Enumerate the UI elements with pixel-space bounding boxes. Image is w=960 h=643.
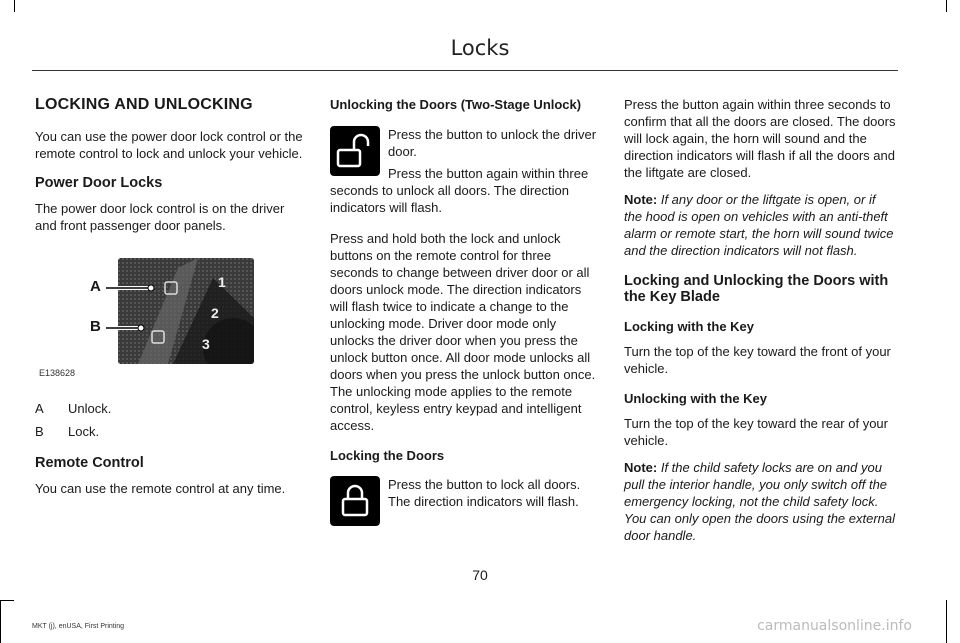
padlock-closed-icon [330,476,380,526]
locking-with-key-heading: Locking with the Key [624,319,755,334]
section-heading: LOCKING AND UNLOCKING [35,96,253,113]
crop-mark [0,600,14,601]
note-text: If any door or the liftgate is open, or if the hood is open on vehicles with an anti-theft alarm or remote start, the horn will sound twice and the direction indicators will not flash. [624,192,894,258]
note-text: If the child safety locks are on and you pull the interior handle, you only switch off the emergency locking, not the child safety lock. You can only open the doors using the external door handle. [624,460,896,543]
locking-doors-heading: Locking the Doors [330,448,445,463]
remote-control-heading: Remote Control [35,455,144,471]
crop-mark [946,0,947,12]
power-door-locks-heading: Power Door Locks [35,175,163,191]
confirm-closed-text: Press the button again within three seconds to confirm that all the doors are closed. The doors will lock again, the horn will sound and the direction indicators will flash if all the doors and the liftgate are closed. [624,97,896,180]
lock-block [330,476,600,530]
legend-row [35,400,305,417]
lock-all-doors-text: Press the button to lock all doors. The direction indicators will flash. [388,477,581,509]
legend-row [35,423,305,440]
note-label: Note: [624,192,658,207]
note-child-safety [624,459,896,544]
header-divider [32,70,898,71]
crop-mark [946,600,947,643]
padlock-open-icon [330,126,380,176]
column-1 [35,96,305,497]
unlock-all-doors-text: Press the button again within three seconds to unlock all doors. The direction indicators will flash. [330,166,589,215]
callout-label-b: B [90,318,101,335]
unlocking-with-key-heading: Unlocking with the Key [624,391,768,406]
note-alarm [624,191,896,259]
door-lock-figure [35,258,305,378]
legend-key: B [35,424,44,439]
page-header-title: Locks [450,36,510,60]
legend-value: Unlock. [68,401,112,416]
unlock-mode-text: Press and hold both the lock and unlock buttons on the remote control for three seconds to change between driver door or all doors unlock mode. The direction indicators will flash twice to indicate a change to the unlocking mode. Driver door mode only unlocks the driver door when you press the unlock button once. All door mode unlocks all doors when you press the unlock button once. The unlocking mode applies to the remote control, keyless entry keypad and intelligent access. [330,231,596,433]
unlocking-with-key-text: Turn the top of the key toward the rear of your vehicle. [624,416,888,448]
crop-mark [0,600,1,643]
note-label: Note: [624,460,658,475]
locking-with-key-text: Turn the top of the key toward the front of your vehicle. [624,344,891,376]
watermark: carmanualsonline.info [757,618,912,634]
callout-label-a: A [90,278,101,295]
two-stage-unlock-heading: Unlocking the Doors (Two-Stage Unlock) [330,97,582,112]
legend-value: Lock. [68,424,100,439]
remote-control-text: You can use the remote control at any time. [35,481,286,496]
column-3 [624,96,896,544]
column-2 [330,96,600,530]
power-door-locks-text: The power door lock control is on the driver and front passenger door panels. [35,201,285,233]
figure-id: E138628 [39,368,76,378]
print-info: MKT (j), enUSA, First Printing [32,623,125,630]
crop-mark [14,0,15,12]
legend-key: A [35,401,44,416]
button-number-2: 2 [211,305,219,321]
key-blade-heading: Locking and Unlocking the Doors with the Key Blade [624,273,889,305]
button-number-1: 1 [218,274,226,290]
button-number-3: 3 [202,336,210,352]
callout-legend [35,400,305,440]
unlock-driver-door-text: Press the button to unlock the driver door. [388,127,597,159]
callout-leader-lines [103,276,173,336]
unlock-block [330,126,600,216]
page-number: 70 [472,567,488,583]
intro-paragraph: You can use the power door lock control or the remote control to lock and unlock your vehicle. [35,129,303,161]
